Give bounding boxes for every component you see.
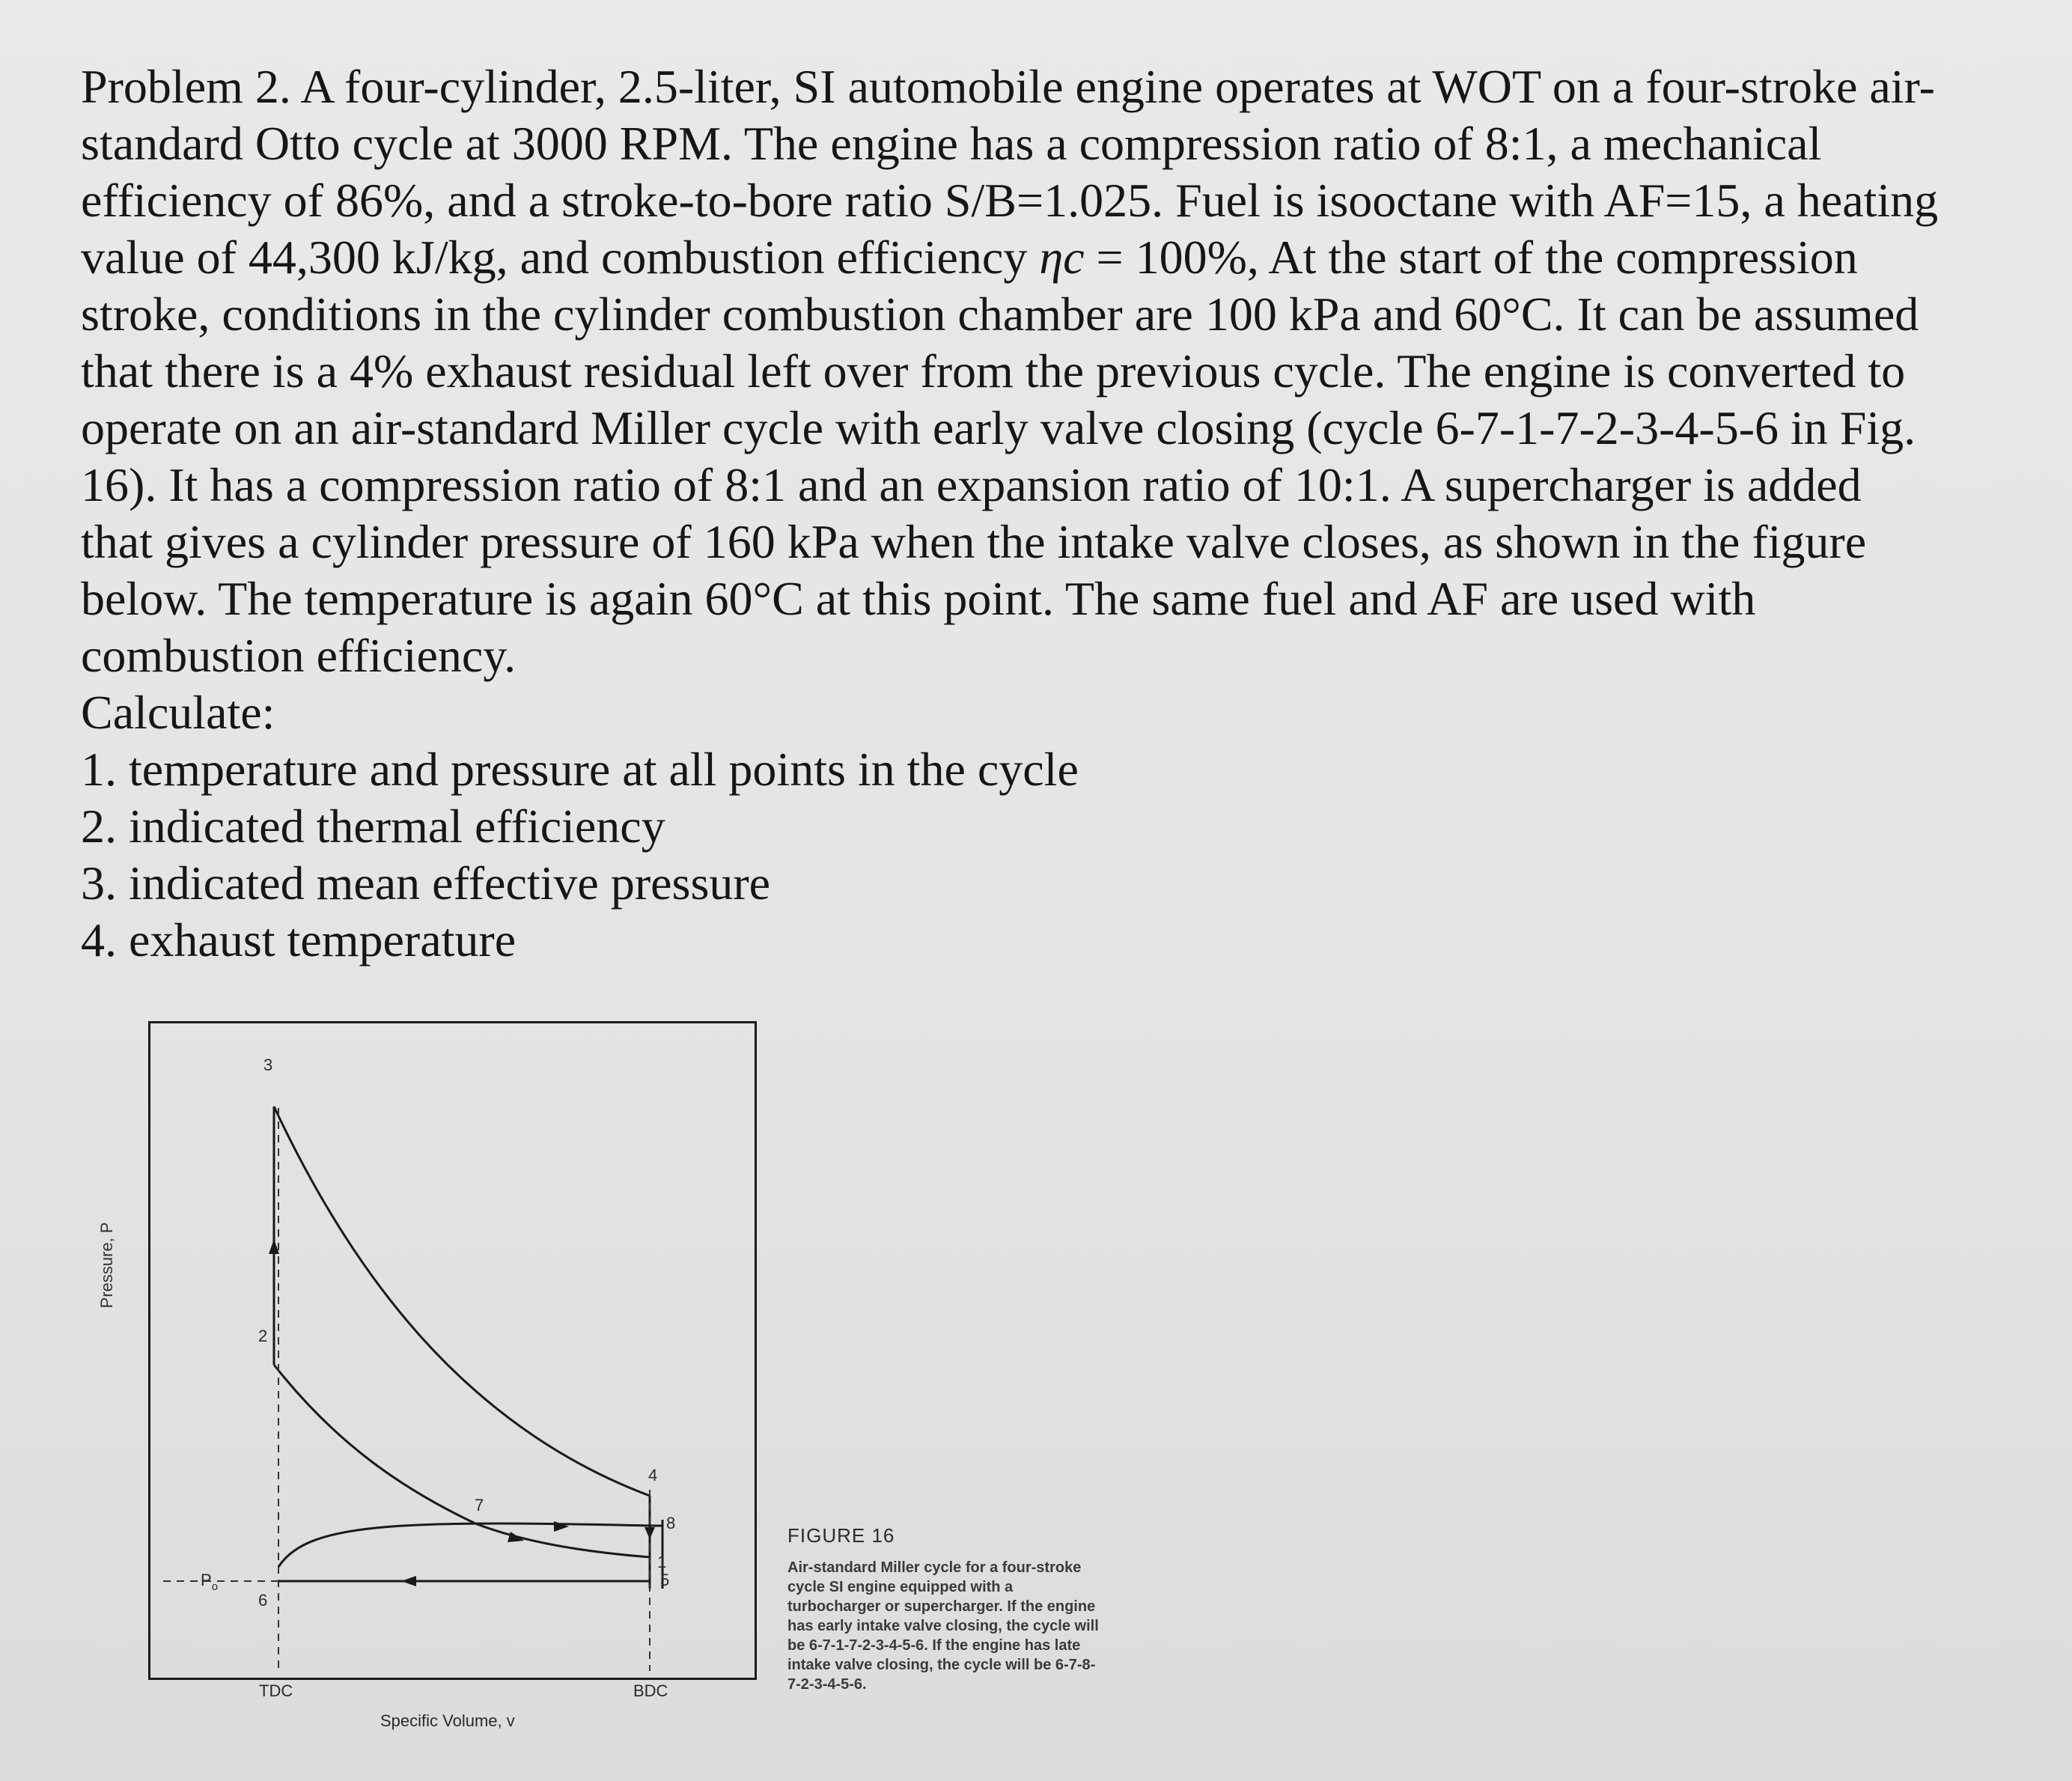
arrow-up — [269, 1239, 279, 1254]
calculate-item: 2. indicated thermal efficiency — [81, 800, 665, 853]
problem-line: standard Otto cycle at 3000 RPM. The engine has a compression ratio of 8:1, a mechanical — [81, 117, 1822, 170]
problem-line: stroke, conditions in the cylinder combustion chamber are 100 kPa and 60°C. It can be assumed — [81, 287, 1919, 341]
eta-symbol: ηc — [1039, 231, 1085, 284]
caption-title: FIGURE 16 — [787, 1524, 895, 1547]
point-label-3: 3 — [263, 1056, 273, 1074]
point-label-1: 1 — [657, 1553, 667, 1571]
caption-line: Air-standard Miller cycle for a four-stroke — [787, 1559, 1082, 1576]
caption-body — [787, 1558, 1177, 1694]
problem-line: efficiency of 86%, and a stroke-to-bore ratio S/B=1.025. Fuel is isooctane with AF=15, a heating — [81, 174, 1939, 227]
calculate-item: 3. indicated mean effective pressure — [81, 856, 771, 910]
compression-curve-1-2 — [274, 1365, 475, 1523]
calculate-heading: Calculate: — [81, 686, 275, 739]
point-label-6: 6 — [258, 1591, 268, 1610]
arrow-down — [645, 1527, 655, 1539]
point-label-8: 8 — [666, 1514, 676, 1532]
problem-line: that gives a cylinder pressure of 160 kPa when the intake valve closes, as shown in the figure — [81, 515, 1867, 568]
point-label-5: 5 — [660, 1571, 670, 1589]
calculate-item: 4. exhaust temperature — [81, 913, 517, 966]
caption-line: cycle SI engine equipped with a — [787, 1579, 1014, 1595]
problem-line: combustion efficiency. — [81, 629, 517, 682]
calculate-item: 1. temperature and pressure at all points in the cycle — [81, 743, 1079, 796]
tdc-label: TDC — [259, 1681, 293, 1700]
point-label-2: 2 — [258, 1327, 268, 1345]
eta-after-text: = 100%, At the start of the compression — [1084, 231, 1858, 284]
problem-line: operate on an air-standard Miller cycle with early valve closing (cycle 6-7-1-7-2-3-4-5-6 in Fig. — [81, 401, 1916, 454]
point-label-4: 4 — [648, 1466, 658, 1485]
caption-line: intake valve closing, the cycle will be 6-7-8- — [787, 1657, 1096, 1673]
expansion-curve-3-4 — [274, 1106, 650, 1496]
point-label-7: 7 — [475, 1496, 484, 1514]
intake-curve-6-7 — [278, 1523, 650, 1567]
eta-before-text: value of 44,300 kJ/kg, and combustion efficiency — [81, 231, 1040, 284]
problem-line: that there is a 4% exhaust residual left over from the previous cycle. The engine is converted to — [81, 344, 1906, 398]
caption-line: be 6-7-1-7-2-3-4-5-6. If the engine has late — [787, 1637, 1081, 1654]
po-label: $P_o$ — [201, 1571, 219, 1593]
arrow-right — [554, 1521, 569, 1532]
bdc-label: BDC — [633, 1681, 668, 1700]
problem-line: below. The temperature is again 60°C at this point. The same fuel and AF are used with — [81, 572, 1756, 625]
x-axis-label: Specific Volume, v — [380, 1711, 515, 1730]
problem-line: Problem 2. A four-cylinder, 2.5-liter, SI automobile engine operates at WOT on a four-stroke air- — [81, 60, 1935, 113]
caption-line: has early intake valve closing, the cycle will — [787, 1618, 1099, 1634]
caption-line: 7-2-3-4-5-6. — [787, 1676, 867, 1693]
y-axis-label: Pressure, P — [97, 1222, 116, 1309]
problem-line: 16). It has a compression ratio of 8:1 and an expansion ratio of 10:1. A supercharger is added — [81, 458, 1862, 511]
arrow-left — [401, 1576, 416, 1586]
figure-caption — [787, 1524, 1177, 1694]
caption-line: turbocharger or supercharger. If the engine — [787, 1598, 1096, 1615]
